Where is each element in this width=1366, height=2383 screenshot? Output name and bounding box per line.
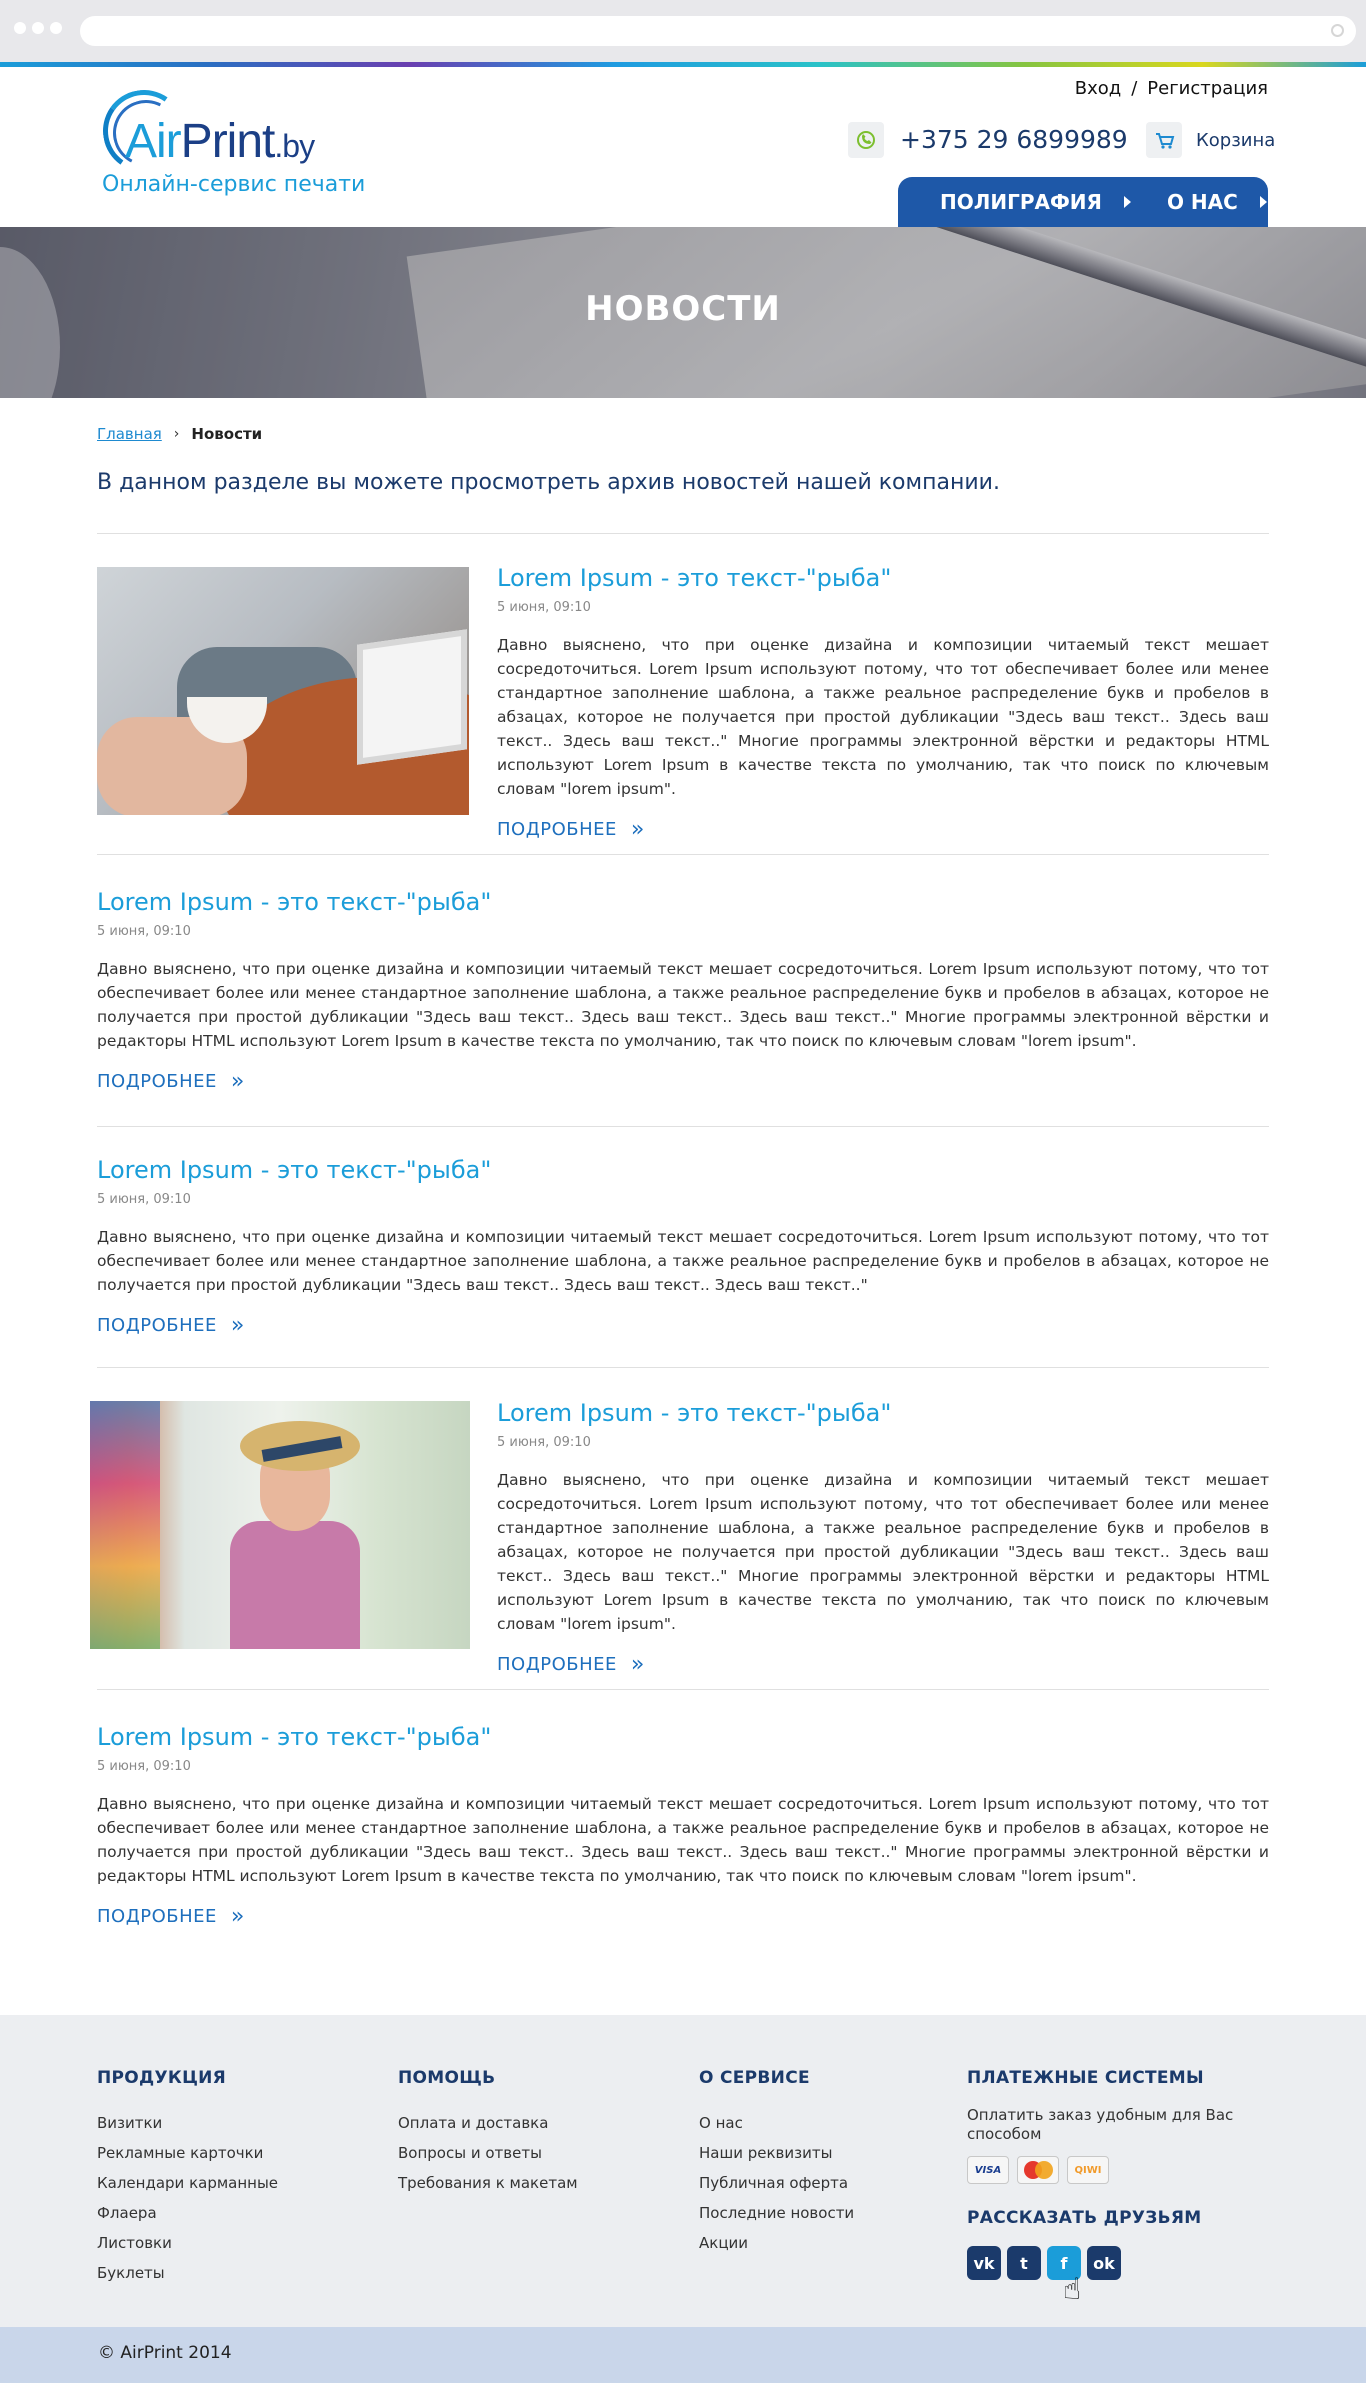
article-title[interactable]: Lorem Ipsum - это текст-"рыба": [97, 1723, 492, 1751]
facebook-icon[interactable]: f: [1047, 2246, 1081, 2280]
article-date: 5 июня, 09:10: [97, 1192, 191, 1207]
article-date: 5 июня, 09:10: [497, 1435, 591, 1450]
read-more-link[interactable]: ПОДРОБНЕЕ »: [497, 1651, 645, 1677]
phone-icon: [848, 122, 884, 158]
footer-link[interactable]: Наши реквизиты: [699, 2144, 833, 2162]
vk-icon[interactable]: vk: [967, 2246, 1001, 2280]
footer-link[interactable]: Требования к макетам: [398, 2174, 578, 2192]
hero-banner: [0, 227, 1366, 398]
chevron-right-icon: [1124, 196, 1131, 208]
hand-cursor-icon: ☝: [1063, 2272, 1082, 2307]
double-chevron-icon: »: [630, 816, 645, 842]
read-more-link[interactable]: ПОДРОБНЕЕ »: [497, 816, 645, 842]
main-nav: [898, 177, 1268, 227]
footer-link[interactable]: Визитки: [97, 2114, 163, 2132]
cart-icon[interactable]: [1146, 122, 1182, 158]
footer-products: ПРОДУКЦИЯ Визитки Рекламные карточки Календари карманные Флаера Листовки Буклеты: [97, 2068, 279, 2282]
payments-text: Оплатить заказ удобным для Вас способом: [967, 2106, 1234, 2143]
login-link[interactable]: Вход: [1074, 78, 1122, 99]
double-chevron-icon: »: [230, 1903, 245, 1929]
address-bar[interactable]: [80, 16, 1356, 46]
double-chevron-icon: »: [230, 1068, 245, 1094]
footer-link[interactable]: Флаера: [97, 2204, 157, 2222]
copyright: © AirPrint 2014: [98, 2343, 232, 2363]
qiwi-icon: QIWI: [1067, 2156, 1109, 2184]
article-date: 5 июня, 09:10: [497, 600, 591, 615]
news-item: [97, 1723, 1269, 1927]
footer-link[interactable]: Вопросы и ответы: [398, 2144, 542, 2162]
article-text: Давно выяснено, что при оценке дизайна и композиции читаемый текст мешает сосредоточиться. Lorem Ipsum используют потому, что тот обеспечивает более или менее стандартное заполнение шаблона, а также реальное распределение букв и пробелов в абзацах, которое не получается при простой дубликации "Здесь ваш текст.. Здесь ваш текст.. Здесь ваш текст.." Многие программы электронной вёрстки и редакторы HTML используют Lorem Ipsum в качестве текста по умолчанию, так что поиск по ключевым словам "lorem ipsum".: [497, 1471, 1269, 1633]
site-logo[interactable]: AirPrint.by Онлайн-сервис печати: [97, 86, 377, 206]
phone-number[interactable]: +375 29 6899989: [900, 125, 1128, 154]
footer-link[interactable]: Оплата и доставка: [398, 2114, 549, 2132]
footer-link[interactable]: Последние новости: [699, 2204, 855, 2222]
footer-link[interactable]: Буклеты: [97, 2264, 165, 2282]
divider: [97, 1367, 1269, 1368]
footer-link[interactable]: Акции: [699, 2234, 749, 2252]
news-item: [497, 564, 1269, 840]
breadcrumb-home[interactable]: Главная: [97, 425, 162, 443]
article-title[interactable]: Lorem Ipsum - это текст-"рыба": [497, 564, 892, 592]
footer-bottom-bar: [0, 2327, 1366, 2383]
page-title: НОВОСТИ: [585, 289, 781, 329]
news-item: [97, 1156, 1269, 1336]
window-controls[interactable]: [14, 22, 62, 34]
mastercard-icon: [1017, 2156, 1059, 2184]
auth-links: [1075, 78, 1268, 99]
article-date: 5 июня, 09:10: [97, 924, 191, 939]
double-chevron-icon: »: [230, 1312, 245, 1338]
auth-separator: /: [1131, 78, 1138, 99]
footer: [0, 2015, 1366, 2327]
refresh-icon[interactable]: [1331, 24, 1344, 37]
footer-link[interactable]: Листовки: [97, 2234, 172, 2252]
divider: [97, 854, 1269, 855]
news-item: [97, 888, 1269, 1092]
article-title[interactable]: Lorem Ipsum - это текст-"рыба": [497, 1399, 892, 1427]
intro-text: В данном разделе вы можете просмотреть архив новостей нашей компании.: [97, 470, 1000, 495]
footer-link[interactable]: Рекламные карточки: [97, 2144, 264, 2162]
footer-help: ПОМОЩЬ Оплата и доставка Вопросы и ответы Требования к макетам: [398, 2068, 578, 2192]
article-text: Давно выяснено, что при оценке дизайна и композиции читаемый текст мешает сосредоточиться. Lorem Ipsum используют потому, что тот обеспечивает более или менее стандартное заполнение шаблона, а также реальное распределение букв и пробелов в абзацах, которое не получается при простой дубликации "Здесь ваш текст.. Здесь ваш текст.. Здесь ваш текст.." Многие программы электронной вёрстки и редакторы HTML используют Lorem Ipsum в качестве текста по умолчанию, так что поиск по ключевым словам "lorem ipsum".: [97, 1795, 1269, 1885]
divider: [97, 1126, 1269, 1127]
chevron-right-icon: [1260, 196, 1267, 208]
share-title: РАССКАЗАТЬ ДРУЗЬЯМ: [967, 2208, 1202, 2228]
double-chevron-icon: »: [630, 1651, 645, 1677]
divider: [97, 533, 1269, 534]
logo-tagline: Онлайн-сервис печати: [102, 172, 366, 197]
read-more-link[interactable]: ПОДРОБНЕЕ »: [97, 1312, 245, 1338]
rainbow-stripe: [0, 62, 1366, 67]
odnoklassniki-icon[interactable]: ok: [1087, 2246, 1121, 2280]
register-link[interactable]: Регистрация: [1147, 78, 1268, 99]
article-text: Давно выяснено, что при оценке дизайна и композиции читаемый текст мешает сосредоточиться. Lorem Ipsum используют потому, что тот обеспечивает более или менее стандартное заполнение шаблона, а также реальное распределение букв и пробелов в абзацах, которое не получается при простой дубликации "Здесь ваш текст.. Здесь ваш текст.. Здесь ваш текст.." Многие программы электронной вёрстки и редакторы HTML используют Lorem Ipsum в качестве текста по умолчанию, так что поиск по ключевым словам "lorem ipsum".: [97, 960, 1269, 1050]
footer-link[interactable]: Календари карманные: [97, 2174, 279, 2192]
nav-item-printing[interactable]: ПОЛИГРАФИЯ: [940, 190, 1131, 214]
read-more-link[interactable]: ПОДРОБНЕЕ »: [97, 1068, 245, 1094]
footer-service: О СЕРВИСЕ О нас Наши реквизиты Публичная оферта Последние новости Акции: [699, 2068, 855, 2252]
breadcrumb-current: Новости: [191, 425, 263, 443]
article-text: Давно выяснено, что при оценке дизайна и композиции читаемый текст мешает сосредоточиться. Lorem Ipsum используют потому, что тот обеспечивает более или менее стандартное заполнение шаблона, а также реальное распределение букв и пробелов в абзацах, которое не получается при простой дубликации "Здесь ваш текст.. Здесь ваш текст.. Здесь ваш текст.." Многие программы электронной вёрстки и редакторы HTML используют Lorem Ipsum в качестве текста по умолчанию, так что поиск по ключевым словам "lorem ipsum".: [497, 636, 1269, 798]
twitter-icon[interactable]: t: [1007, 2246, 1041, 2280]
read-more-link[interactable]: ПОДРОБНЕЕ »: [97, 1903, 245, 1929]
news-item: [497, 1399, 1269, 1675]
social-buttons: [967, 2246, 1257, 2280]
payment-methods: [967, 2156, 1257, 2184]
footer-link[interactable]: О нас: [699, 2114, 743, 2132]
cart-link[interactable]: Корзина: [1196, 130, 1276, 151]
footer-payments: ПЛАТЕЖНЫЕ СИСТЕМЫ Оплатить заказ удобным для Вас способом VISA QIWI РАССКАЗАТЬ ДРУЗЬЯМ vk t f ok: [967, 2068, 1257, 2280]
footer-link[interactable]: Публичная оферта: [699, 2174, 849, 2192]
chevron-right-icon: ›: [173, 426, 180, 442]
browser-bar: [0, 0, 1366, 62]
visa-icon: VISA: [967, 2156, 1009, 2184]
article-image-girl[interactable]: [90, 1401, 470, 1649]
article-date: 5 июня, 09:10: [97, 1759, 191, 1774]
article-title[interactable]: Lorem Ipsum - это текст-"рыба": [97, 1156, 492, 1184]
article-title[interactable]: Lorem Ipsum - это текст-"рыба": [97, 888, 492, 916]
article-text: Давно выяснено, что при оценке дизайна и композиции читаемый текст мешает сосредоточиться. Lorem Ipsum используют потому, что тот обеспечивает более или менее стандартное заполнение шаблона, а также реальное распределение букв и пробелов в абзацах, которое не получается при простой дубликации "Здесь ваш текст.. Здесь ваш текст.. Здесь ваш текст..": [97, 1228, 1269, 1294]
divider: [97, 1689, 1269, 1690]
breadcrumb: [97, 425, 262, 443]
nav-item-about[interactable]: О НАС: [1167, 190, 1267, 214]
article-image-coffee[interactable]: [97, 567, 469, 815]
